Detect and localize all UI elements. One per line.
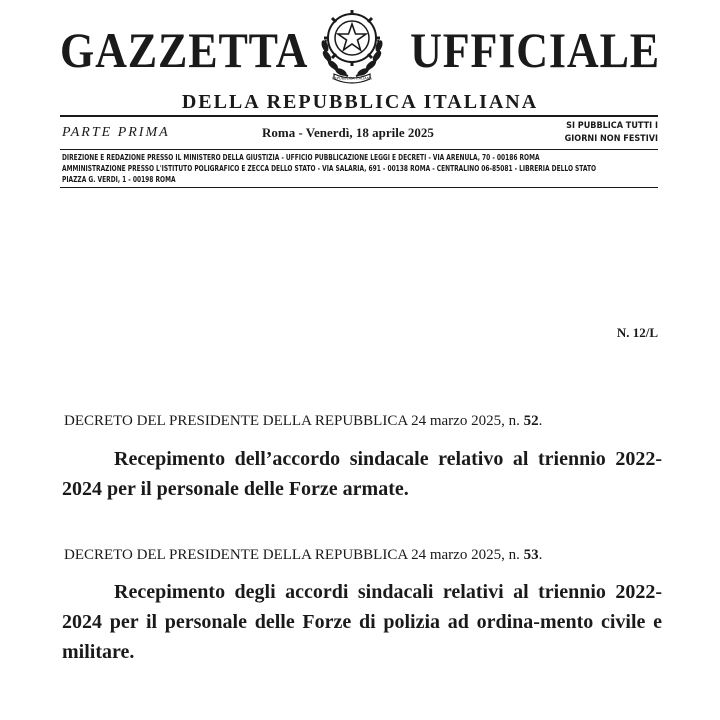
decree-heading-suffix: . xyxy=(538,547,543,563)
decree-heading-text: DECRETO DEL PRESIDENTE DELLA REPUBBLICA 24 marzo 2025, n. xyxy=(64,547,520,563)
address-line-2: AMMINISTRAZIONE PRESSO L'ISTITUTO POLIGRAFICO E ZECCA DELLO STATO - VIA SALARIA, 691 - 00138 ROMA - CENTRALINO 06-85081 - LIBRERIA DELLO STATO xyxy=(62,164,597,173)
masthead xyxy=(60,0,660,84)
emblem-ribbon-text: REPUBBLICA ITALIANA xyxy=(332,76,372,81)
publication-note-line1: SI PUBBLICA TUTTI I xyxy=(566,121,658,131)
address-line-3: PIAZZA G. VERDI, 1 - 00198 ROMA xyxy=(62,175,176,184)
decree-number: 52 xyxy=(523,413,539,429)
decree-heading-suffix: . xyxy=(538,413,543,429)
masthead-title-right: UFFICIALE xyxy=(410,22,660,78)
divider-middle xyxy=(60,149,658,150)
publication-note xyxy=(548,120,658,146)
decree-number: 53 xyxy=(523,547,539,563)
address-block xyxy=(62,152,658,185)
decree-heading-text: DECRETO DEL PRESIDENTE DELLA REPUBBLICA 24 marzo 2025, n. xyxy=(64,413,520,429)
address-line-1: DIREZIONE E REDAZIONE PRESSO IL MINISTERO DELLA GIUSTIZIA - UFFICIO PUBBLICAZIONE LEGGI E DECRETI - VIA ARENULA, 70 - 00186 ROMA xyxy=(62,153,540,162)
decree-title: Recepimento dell’accordo sindacale relativo al triennio 2022-2024 per il personale delle Forze armate. xyxy=(62,448,662,500)
issue-number: N. 12/L xyxy=(616,325,658,340)
decree-title: Recepimento degli accordi sindacali relativi al triennio 2022-2024 per il personale delle Forze di polizia ad ordina-mento civile e militare. xyxy=(62,581,662,663)
masthead-title-left: GAZZETTA xyxy=(60,22,309,78)
issue-date: Roma - Venerdì, 18 aprile 2025 xyxy=(262,125,434,140)
parte-label: PARTE PRIMA xyxy=(62,125,170,140)
divider-bottom xyxy=(60,187,658,188)
emblem-of-italy-icon xyxy=(312,0,392,84)
decree-heading xyxy=(64,412,542,430)
divider-top xyxy=(60,115,658,117)
publication-note-line2: GIORNI NON FESTIVI xyxy=(564,134,658,144)
decree-heading xyxy=(64,546,542,564)
masthead-subtitle: DELLA REPUBBLICA ITALIANA xyxy=(181,91,539,113)
